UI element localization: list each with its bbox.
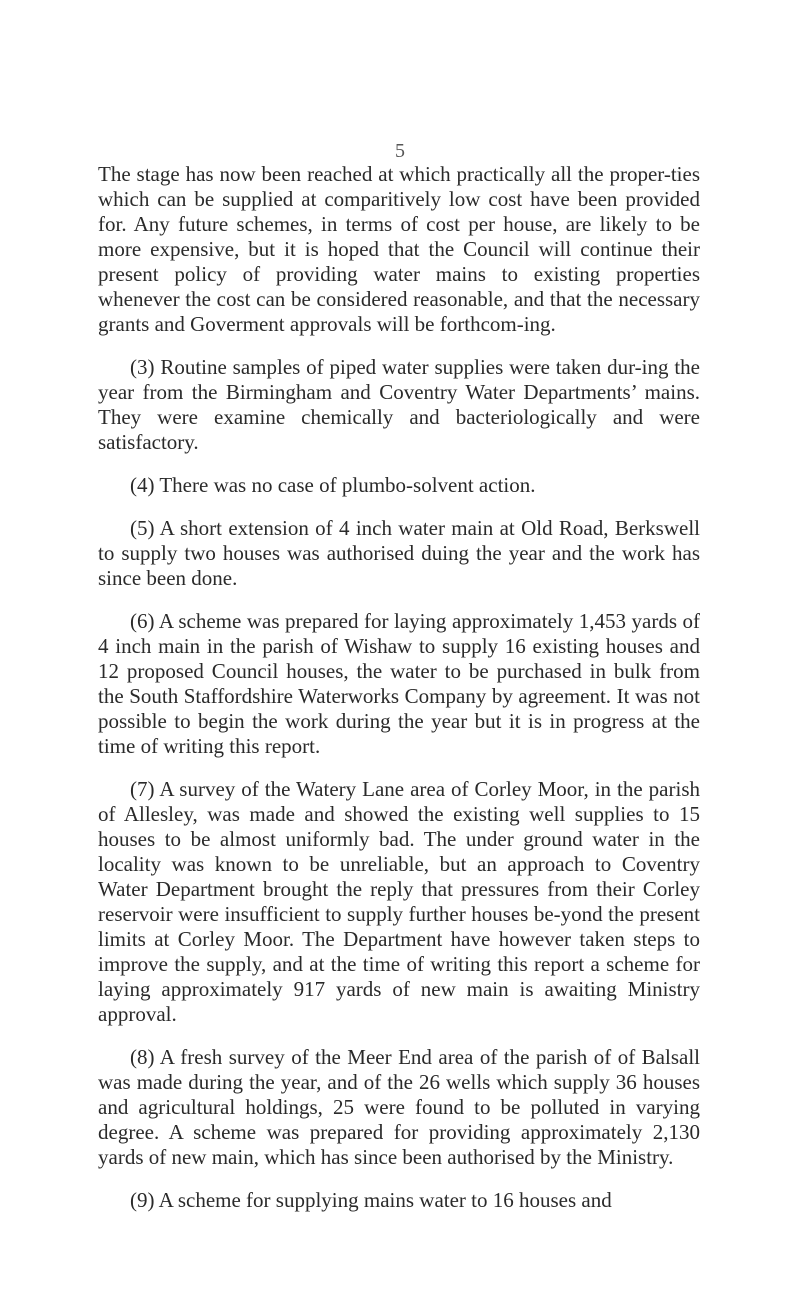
page-number: 5 — [395, 140, 405, 162]
paragraph-item-8: (8) A fresh survey of the Meer End area of the parish of of Balsall was made during the year, and of the 26 wells which supply 36 houses and agricultural holdings, 25 were found to be polluted in varying degree. A scheme was prepared for providing approximately 2,130 yards of new main, which has since been authorised by the Ministry. — [98, 1045, 700, 1169]
paragraph-item-3: (3) Routine samples of piped water supplies were taken dur-ing the year from the Birmingham and Coventry Water Departments’ mains. They were examine chemically and bacteriologically and were satisfactory. — [98, 355, 700, 454]
document-body — [98, 162, 700, 1213]
paragraph-item-7: (7) A survey of the Watery Lane area of Corley Moor, in the parish of Allesley, was made and showed the existing well supplies to 15 houses to be almost uniformly bad. The under ground water in the locality was known to be unreliable, but an approach to Coventry Water Department brought the reply that pressures from their Corley reservoir were insufficient to supply further houses be-yond the present limits at Corley Moor. The Department have however taken steps to improve the supply, and at the time of writing this report a scheme for laying approximately 917 yards of new main is awaiting Ministry approval. — [98, 777, 700, 1026]
paragraph-item-5: (5) A short extension of 4 inch water main at Old Road, Berkswell to supply two houses was authorised duing the year and the work has since been done. — [98, 516, 700, 590]
paragraph-continuation: The stage has now been reached at which practically all the proper-ties which can be supplied at comparitively low cost have been provided for. Any future schemes, in terms of cost per house, are likely to be more expensive, but it is hoped that the Council will continue their present policy of providing water mains to existing properties whenever the cost can be considered reasonable, and that the necessary grants and Goverment approvals will be forthcom-ing. — [98, 162, 700, 336]
paragraph-item-9: (9) A scheme for supplying mains water to 16 houses and — [130, 1188, 612, 1212]
paragraph-item-6: (6) A scheme was prepared for laying approximately 1,453 yards of 4 inch main in the parish of Wishaw to supply 16 existing houses and 12 proposed Council houses, the water to be purchased in bulk from the South Staffordshire Waterworks Company by agreement. It was not possible to begin the work during the year but it is in progress at the time of writing this report. — [98, 609, 700, 758]
paragraph-item-4: (4) There was no case of plumbo-solvent action. — [130, 473, 536, 497]
